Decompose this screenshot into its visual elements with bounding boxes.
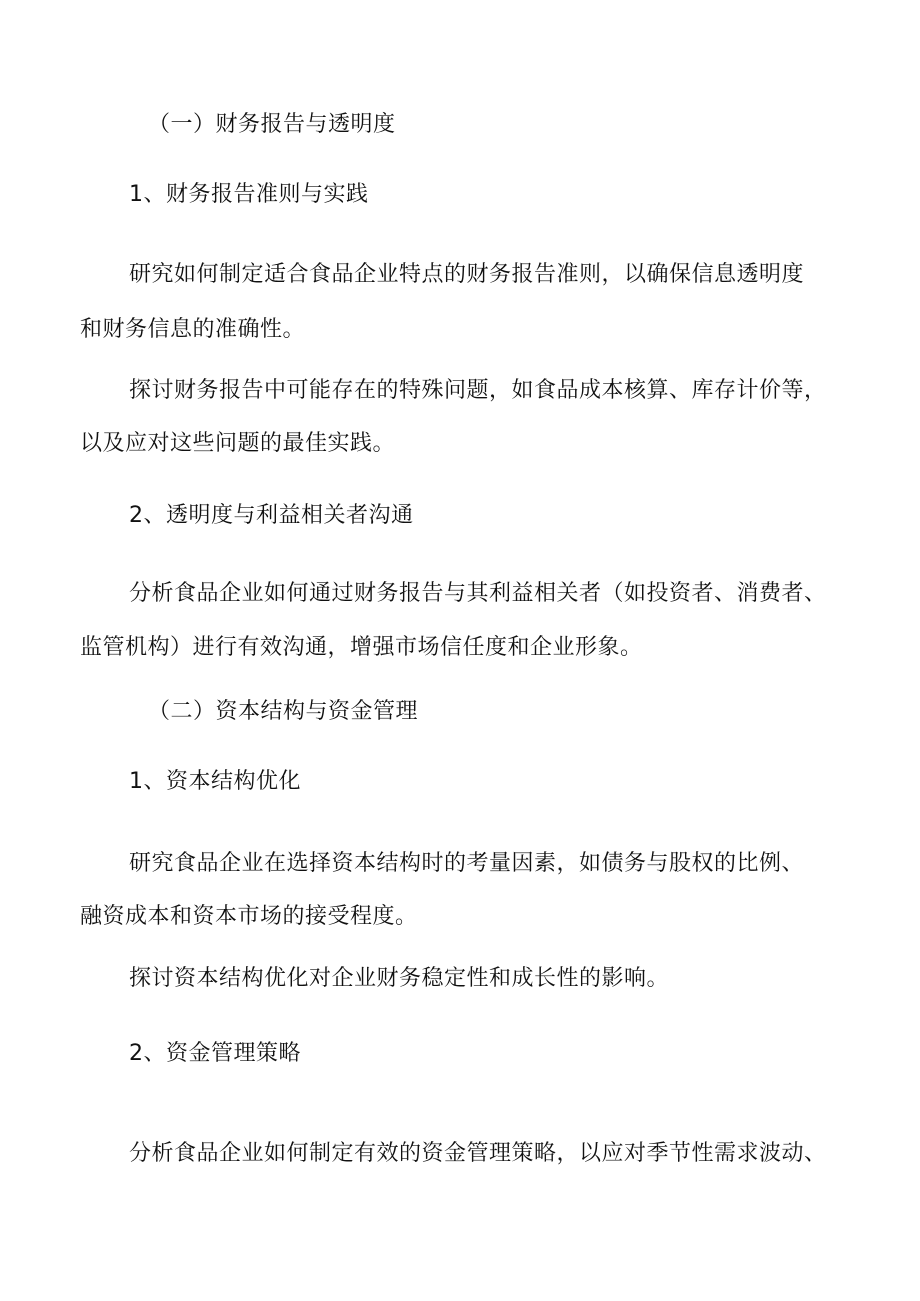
paragraph-line: 分析食品企业如何通过财务报告与其利益相关者（如投资者、消费者、 xyxy=(129,581,827,606)
paragraph-line: 融资成本和资本市场的接受程度。 xyxy=(80,904,418,929)
paragraph-line: 探讨财务报告中可能存在的特殊问题，如食品成本核算、库存计价等， xyxy=(129,378,827,403)
paragraph-line: 分析食品企业如何制定有效的资金管理策略，以应对季节性需求波动、 xyxy=(129,1141,827,1166)
paragraph-line: 探讨资本结构优化对企业财务稳定性和成长性的影响。 xyxy=(129,966,670,991)
paragraph-line: 监管机构）进行有效沟通，增强市场信任度和企业形象。 xyxy=(80,635,643,660)
section-heading: （一）财务报告与透明度 xyxy=(148,112,396,137)
subsection-heading: 2、资金管理策略 xyxy=(129,1041,301,1066)
subsection-heading: 1、财务报告准则与实践 xyxy=(129,182,369,207)
subsection-heading: 2、透明度与利益相关者沟通 xyxy=(129,503,414,528)
section-heading: （二）资本结构与资金管理 xyxy=(148,699,419,724)
paragraph-line: 研究食品企业在选择资本结构时的考量因素，如债务与股权的比例、 xyxy=(129,851,805,876)
paragraph-line: 研究如何制定适合食品企业特点的财务报告准则，以确保信息透明度 xyxy=(129,262,805,287)
paragraph-line: 以及应对这些问题的最佳实践。 xyxy=(80,431,396,456)
subsection-heading: 1、资本结构优化 xyxy=(129,769,301,794)
paragraph-line: 和财务信息的准确性。 xyxy=(80,317,306,342)
